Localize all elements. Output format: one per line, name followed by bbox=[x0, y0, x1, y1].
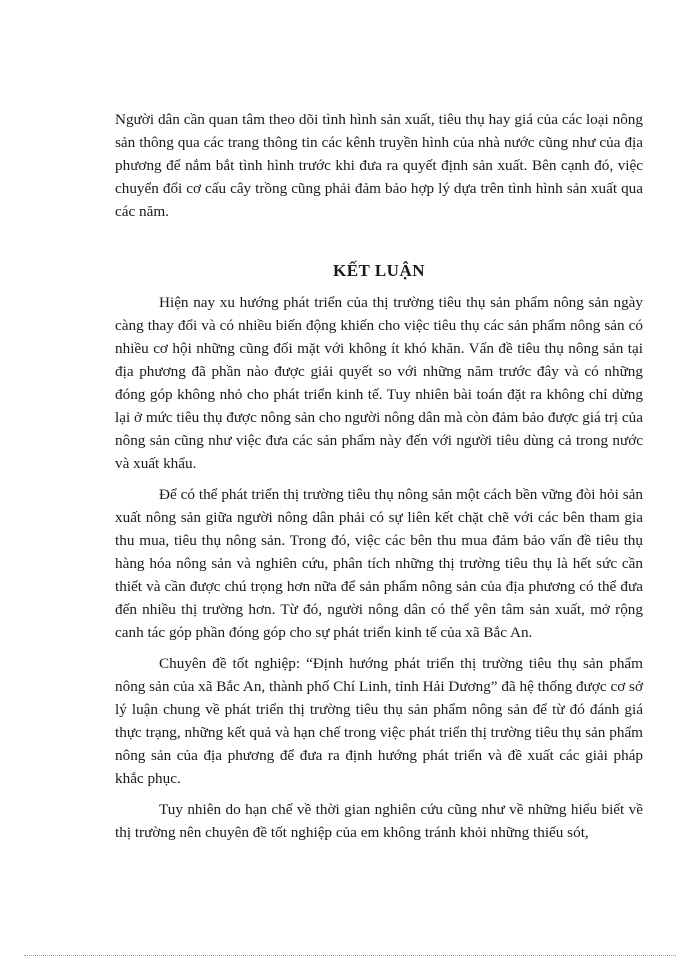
document-body bbox=[115, 108, 643, 844]
page-bottom-divider bbox=[24, 955, 676, 956]
conclusion-paragraph-1: Hiện nay xu hướng phát triển của thị trường tiêu thụ sản phẩm nông sản ngày càng thay đổi và có nhiều biến động khiến cho việc tiêu thụ các sản phẩm nông sản có nhiều cơ hội những cũng đối mặt với không ít khó khăn. Vấn đề tiêu thụ nông sản tại địa phương đã phần nào được giải quyết so với những năm trước đây và có những đóng góp không nhỏ cho phát triển kinh tế. Tuy nhiên bài toán đặt ra không chỉ dừng lại ở mức tiêu thụ được nông sản cho người nông dân mà còn đảm bảo được giá trị của nông sản cũng như việc đưa các sản phẩm này đến với người tiêu dùng cả trong nước và xuất khẩu. bbox=[115, 294, 643, 472]
intro-paragraph: Người dân cần quan tâm theo dõi tình hình sản xuất, tiêu thụ hay giá của các loại nông sản thông qua các trang thông tin các kênh truyền hình của nhà nước cũng như của địa phương để nắm bắt tình hình trước khi đưa ra quyết định sản xuất. Bên cạnh đó, việc chuyển đổi cơ cấu cây trồng cũng phải đảm bảo hợp lý dựa trên tình hình sản xuất qua các năm. bbox=[115, 111, 643, 220]
conclusion-paragraph-4: Tuy nhiên do hạn chế về thời gian nghiên cứu cũng như về những hiểu biết về thị trường nên chuyên đề tốt nghiệp của em không tránh khỏi những thiếu sót, bbox=[115, 801, 643, 841]
conclusion-paragraph-3: Chuyên đề tốt nghiệp: “Định hướng phát triển thị trường tiêu thụ sản phẩm nông sản của xã Bắc An, thành phố Chí Linh, tỉnh Hải Dương” đã hệ thống được cơ sở lý luận chung về phát triển thị trường tiêu thụ sản phẩm nông sản để từ đó đánh giá thực trạng, những kết quả và hạn chế trong việc phát triển thị trường tiêu thụ sản phẩm nông sản của địa phương để đưa ra định hướng phát triển và đề xuất các giải pháp khắc phục. bbox=[115, 655, 643, 787]
conclusion-heading: KẾT LUẬN bbox=[332, 261, 425, 280]
conclusion-paragraph-2: Để có thể phát triển thị trường tiêu thụ nông sản một cách bền vững đòi hỏi sản xuất nông sản giữa người nông dân phải có sự liên kết chặt chẽ với các bên tham gia thu mua, tiêu thụ nông sản. Trong đó, việc các bên thu mua đảm bảo vấn đề tiêu thụ hàng hóa nông sản và nghiên cứu, phân tích những thị trường tiêu thụ là hết sức cần thiết và cần được chú trọng hơn nữa để sản phẩm nông sản của địa phương có thể đưa đến nhiều thị trường hơn. Từ đó, người nông dân có thể yên tâm sản xuất, mở rộng canh tác góp phần đóng góp cho sự phát triển kinh tế của xã Bắc An. bbox=[115, 486, 643, 641]
